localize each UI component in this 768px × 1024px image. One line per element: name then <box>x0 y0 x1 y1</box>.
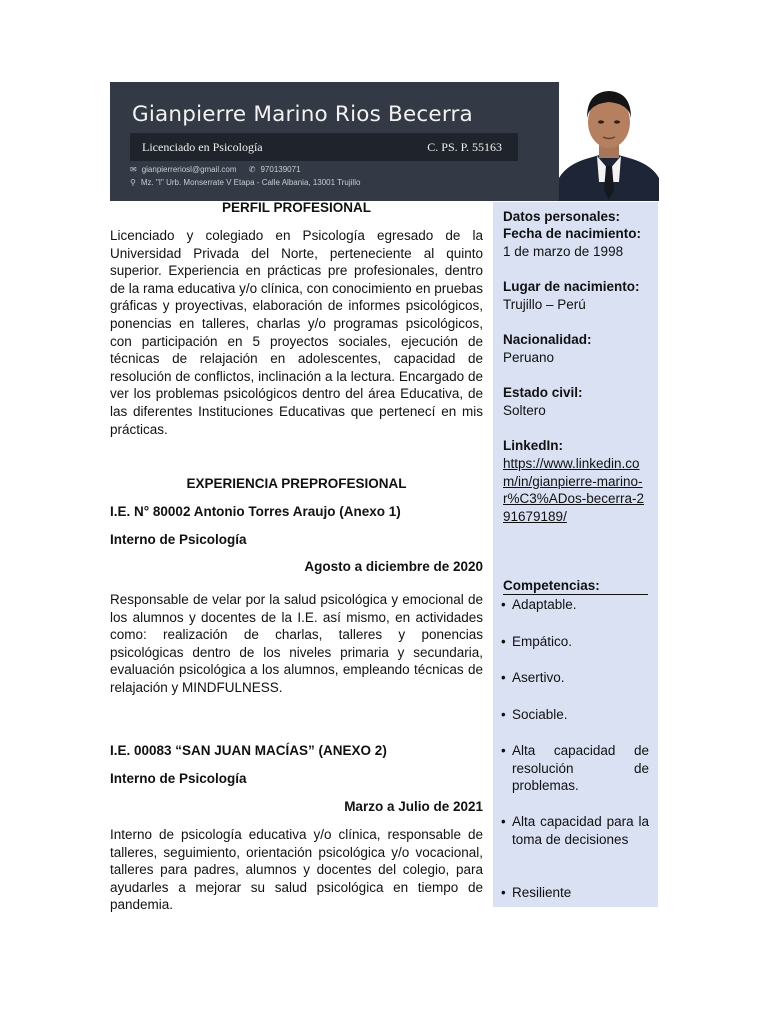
personal-data-sidebar <box>493 202 658 907</box>
civil-status-label: Estado civil: <box>503 385 583 400</box>
competency-item: • Alta capacidad para la toma de decisiones <box>501 813 649 848</box>
linkedin-label: LinkedIn: <box>503 438 563 453</box>
mail-icon: ✉ <box>130 165 137 174</box>
cv-header <box>110 82 559 201</box>
personal-data-heading: Datos personales: <box>503 209 621 224</box>
job-institution: I.E. N° 80002 Antonio Torres Araujo (Anexo 1) <box>110 504 401 519</box>
contact-address <box>130 178 360 187</box>
experience-heading: EXPERIENCIA PREPROFESIONAL <box>186 476 407 491</box>
job-period: Marzo a Julio de 2021 <box>344 799 483 814</box>
phone-text: 970139071 <box>260 165 301 174</box>
competency-item: • Asertivo. <box>501 669 649 687</box>
birth-date-label: Fecha de nacimiento: <box>503 226 642 241</box>
address-text: Mz. "I" Urb. Monserrate V Etapa - Calle Albania, 13001 Trujillo <box>140 178 361 187</box>
job-description: Interno de psicología educativa y/o clínica, responsable de talleres, seguimiento, orientación psicológica y/o vocacional, talleres para padres, alumnos y docentes del colegio, para ayudarles a mejorar su salud psicológica en tiempo de pandemia. <box>110 827 483 913</box>
profile-text: Licenciado y colegiado en Psicología egresado de la Universidad Privada del Norte, perteneciente al quinto superior. Experiencia en prácticas pre profesionales, dentro de la rama educativa y/o clínica, con conocimiento en pruebas gráficas y proyectivas, elaboración de informes psicológicos, ponencias en talleres, charlas y/o programas psicológicos, con participación en 5 proyectos sociales, ejecución de técnicas de relajación en adolescentes, capacidad de resolución de conflictos, inclinación a la lectura. Encargado de ver los problemas psicológicos dentro del área Educativa, de las diferentes Instituciones Educativas que pertenecí en mis prácticas. <box>110 228 483 437</box>
profile-heading: PERFIL PROFESIONAL <box>221 200 371 215</box>
competencies-heading: Competencias: <box>503 578 648 595</box>
birth-date-value: 1 de marzo de 1998 <box>503 244 624 259</box>
nationality-value: Peruano <box>503 350 555 365</box>
location-pin-icon: ⚲ <box>130 178 136 187</box>
birth-place-value: Trujillo – Perú <box>503 297 586 312</box>
competency-item: • Empático. <box>501 633 649 651</box>
linkedin-link[interactable]: https://www.linkedin.com/in/gianpierre-marino-r%C3%ADos-becerra-291679189/ <box>503 456 645 524</box>
competency-item: • Alta capacidad de resolución de problemas. <box>501 742 649 795</box>
civil-status-value: Soltero <box>503 403 546 418</box>
job-institution: I.E. 00083 “SAN JUAN MACÍAS” (ANEXO 2) <box>110 743 387 758</box>
competency-item: • Sociable. <box>501 706 649 724</box>
contact-email-phone <box>130 165 301 174</box>
job-role: Interno de Psicología <box>110 532 247 547</box>
professional-title: Licenciado en Psicología <box>142 140 263 154</box>
candidate-name: Gianpierre Marino Rios Becerra <box>132 102 473 127</box>
job-description: Responsable de velar por la salud psicológica y emocional de los alumnos y docentes de la I.E. así mismo, en actividades como: realización de charlas, talleres y ponencias psicológicas dentro de los niveles primaria y secundaria, evaluación psicológica a los alumnos, empleando técnicas de relajación y MINDFULNESS. <box>110 592 483 695</box>
registration-number: C. PS. P. 55163 <box>427 140 502 154</box>
competency-item: • Resiliente <box>501 884 649 902</box>
job-role: Interno de Psicología <box>110 771 247 786</box>
email-text: gianpierreriosl@gmail.com <box>141 165 237 174</box>
birth-place-label: Lugar de nacimiento: <box>503 279 640 294</box>
competency-item: • Adaptable. <box>501 596 649 614</box>
profile-photo <box>559 82 659 201</box>
job-period: Agosto a diciembre de 2020 <box>304 559 483 574</box>
phone-icon: ✆ <box>248 165 256 174</box>
nationality-label: Nacionalidad: <box>503 332 592 347</box>
portrait-illustration <box>559 82 659 201</box>
title-band <box>130 133 518 161</box>
